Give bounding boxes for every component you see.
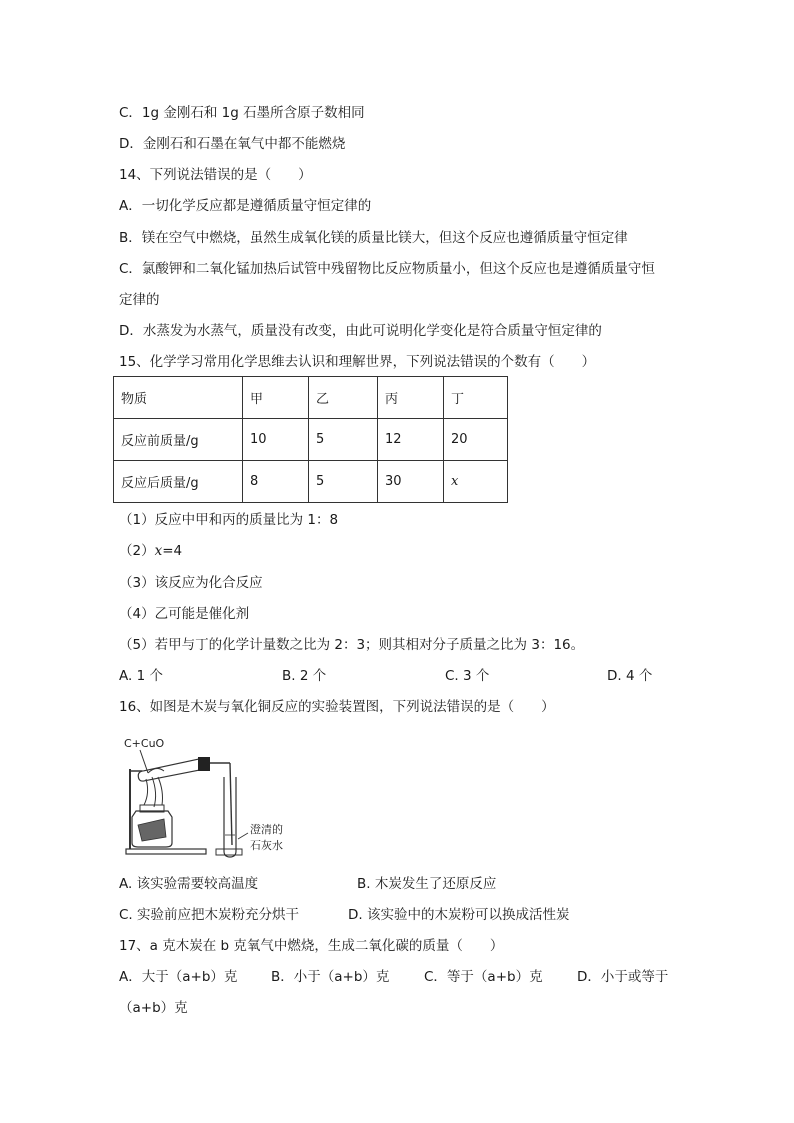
table-cell: 10	[243, 419, 309, 461]
q16-option-a: A. 该实验需要较高温度	[119, 876, 259, 892]
q15-mass-table	[113, 376, 508, 503]
table-cell: 丁	[444, 377, 508, 419]
table-row	[114, 377, 508, 419]
statement-prefix: （2）	[119, 543, 155, 559]
label-limewater-line1: 澄清的	[250, 823, 283, 836]
table-cell: 30	[378, 461, 444, 503]
q16-option-d: D. 该实验中的木炭粉可以换成活性炭	[348, 907, 570, 923]
table-cell: 5	[309, 461, 378, 503]
q15-statement-4: （4）乙可能是催化剂	[119, 606, 250, 622]
q17-option-d-continued: （a+b）克	[119, 1000, 188, 1016]
q14-stem: 14、下列说法错误的是（ ）	[119, 167, 312, 183]
q15-statement-1: （1）反应中甲和丙的质量比为 1：8	[119, 512, 339, 528]
q17-option-b: B．小于（a+b）克	[271, 969, 390, 985]
q14-option-c-line1: C．氯酸钾和二氧化锰加热后试管中残留物比反应物质量小，但这个反应也是遵循质量守恒	[119, 261, 655, 277]
table-cell: 乙	[309, 377, 378, 419]
q15-statement-2	[119, 541, 182, 561]
table-cell: 甲	[243, 377, 309, 419]
label-c-cuo: C+CuO	[124, 737, 165, 750]
table-cell: 12	[378, 419, 444, 461]
q17-option-a: A．大于（a+b）克	[119, 969, 238, 985]
q14-option-b: B．镁在空气中燃烧，虽然生成氧化镁的质量比镁大，但这个反应也遵循质量守恒定律	[119, 230, 628, 246]
table-cell: 反应后质量/g	[114, 461, 243, 503]
q16-option-c: C. 实验前应把木炭粉充分烘干	[119, 907, 300, 923]
q17-stem: 17、a 克木炭在 b 克氧气中燃烧，生成二氧化碳的质量（ ）	[119, 938, 504, 954]
variable-x: x	[154, 543, 163, 559]
q15-statement-3: （3）该反应为化合反应	[119, 575, 263, 591]
q13-option-c: C．1g 金刚石和 1g 石墨所含原子数相同	[119, 105, 365, 121]
label-limewater-line2: 石灰水	[250, 839, 283, 852]
q15-stem: 15、化学学习常用化学思维去认识和理解世界，下列说法错误的个数有（ ）	[119, 354, 596, 370]
table-cell: 丙	[378, 377, 444, 419]
table-cell: 8	[243, 461, 309, 503]
statement-suffix: =4	[162, 543, 183, 559]
q15-option-a: A. 1 个	[119, 668, 163, 684]
q16-option-b: B. 木炭发生了还原反应	[357, 876, 497, 892]
q16-stem: 16、如图是木炭与氧化铜反应的实验装置图，下列说法错误的是（ ）	[119, 699, 555, 715]
q15-option-b: B. 2 个	[282, 668, 327, 684]
table-cell: x	[444, 461, 508, 503]
table-row	[114, 461, 508, 503]
q15-option-c: C. 3 个	[445, 668, 490, 684]
q17-option-c: C．等于（a+b）克	[424, 969, 543, 985]
table-cell: 5	[309, 419, 378, 461]
q17-option-d: D．小于或等于	[577, 969, 669, 985]
q14-option-d: D．水蒸发为水蒸气，质量没有改变，由此可说明化学变化是符合质量守恒定律的	[119, 323, 602, 339]
q14-option-c-line2: 定律的	[119, 292, 160, 308]
table-cell: 物质	[114, 377, 243, 419]
q13-option-d: D．金刚石和石墨在氧气中都不能燃烧	[119, 136, 346, 152]
charcoal-cuo-apparatus-diagram	[120, 733, 320, 861]
q15-option-d: D. 4 个	[607, 668, 653, 684]
q14-option-a: A．一切化学反应都是遵循质量守恒定律的	[119, 198, 372, 214]
table-row	[114, 419, 508, 461]
table-cell: 反应前质量/g	[114, 419, 243, 461]
q15-statement-5: （5）若甲与丁的化学计量数之比为 2：3；则其相对分子质量之比为 3：16。	[119, 637, 585, 653]
table-cell: 20	[444, 419, 508, 461]
